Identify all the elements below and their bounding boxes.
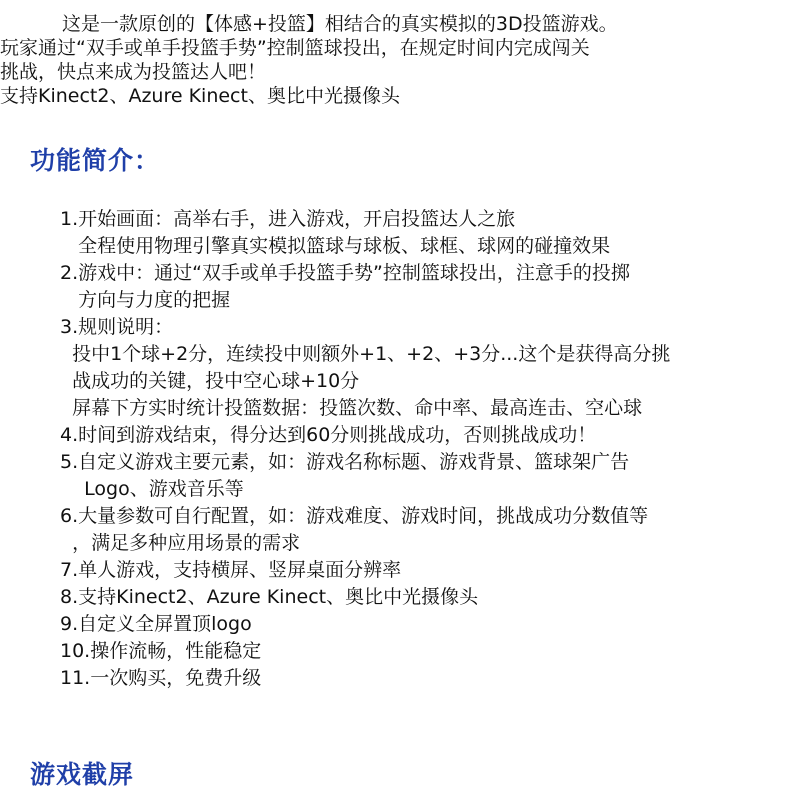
- intro-paragraph: [0, 12, 800, 108]
- feature-line: 方向与力度的把握: [60, 289, 231, 311]
- section-heading-screenshots: 游戏截屏: [30, 760, 135, 789]
- feature-line: 6.大量参数可自行配置，如：游戏难度、游戏时间，挑战成功分数值等: [60, 505, 649, 527]
- feature-line: Logo、游戏音乐等: [60, 478, 244, 500]
- feature-line: 10.操作流畅，性能稳定: [60, 640, 262, 662]
- intro-line: 这是一款原创的【体感+投篮】相结合的真实模拟的3D投篮游戏。: [62, 13, 618, 35]
- intro-line: 玩家通过“双手或单手投篮手势”控制篮球投出，在规定时间内完成闯关: [0, 37, 590, 59]
- feature-line: 7.单人游戏，支持横屏、竖屏桌面分辨率: [60, 559, 402, 581]
- feature-line: 9.自定义全屏置顶logo: [60, 613, 252, 635]
- feature-list: [60, 206, 800, 692]
- feature-line: 11.一次购买，免费升级: [60, 667, 262, 689]
- intro-line: 挑战，快点来成为投篮达人吧！: [0, 61, 267, 83]
- feature-line: 2.游戏中：通过“双手或单手投篮手势”控制篮球投出，注意手的投掷: [60, 262, 630, 284]
- feature-line: 1.开始画面：高举右手，进入游戏，开启投篮达人之旅: [60, 208, 516, 230]
- feature-line: 3.规则说明：: [60, 316, 174, 338]
- feature-line: 8.支持Kinect2、Azure Kinect、奥比中光摄像头: [60, 586, 479, 608]
- feature-line: 战成功的关键，投中空心球+10分: [60, 370, 360, 392]
- intro-line: 支持Kinect2、Azure Kinect、奥比中光摄像头: [0, 85, 400, 107]
- feature-line: 4.时间到游戏结束，得分达到60分则挑战成功，否则挑战成功！: [60, 424, 597, 446]
- feature-line: ，满足多种应用场景的需求: [60, 532, 301, 554]
- section-heading-features: 功能简介：: [30, 146, 161, 175]
- feature-line: 5.自定义游戏主要元素，如：游戏名称标题、游戏背景、篮球架广告: [60, 451, 630, 473]
- feature-line: 屏幕下方实时统计投篮数据：投篮次数、命中率、最高连击、空心球: [60, 397, 643, 419]
- feature-line: 投中1个球+2分，连续投中则额外+1、+2、+3分...这个是获得高分挑: [60, 343, 671, 365]
- feature-line: 全程使用物理引擎真实模拟篮球与球板、球框、球网的碰撞效果: [60, 235, 611, 257]
